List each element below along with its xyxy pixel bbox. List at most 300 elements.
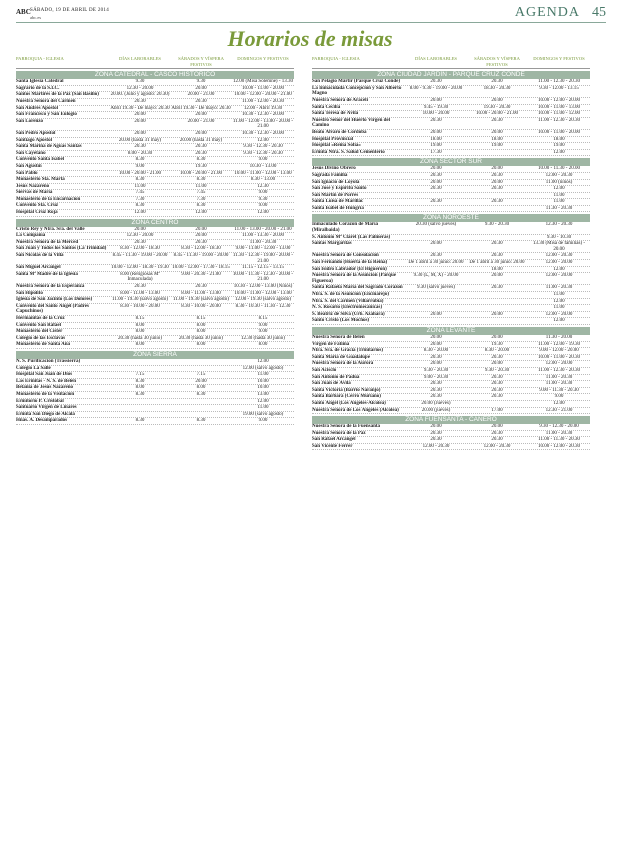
sunday-times: 12.30 - 20.30: [545, 222, 573, 228]
sunday-times: 12.00: [553, 400, 565, 406]
header-weekdays: DÍAS LABORABLES: [119, 56, 161, 61]
sunday-times: 12.00: [257, 398, 269, 404]
parish-name: San José y Espíritu Santo: [312, 186, 367, 192]
parish-name: San Nicolás de la Villa: [16, 253, 64, 259]
saturday-times: [170, 405, 232, 411]
weekday-times: 20.00: [134, 130, 146, 136]
saturday-times: 20.30: [491, 430, 503, 436]
saturday-times: 19.00: [491, 143, 503, 149]
table-row: [312, 193, 590, 200]
table-row: [312, 437, 590, 444]
saturday-times: 20.30: [491, 381, 503, 387]
table-row: [16, 157, 294, 164]
sunday-times: 11.00 - 12.00 - 20.30: [242, 98, 284, 104]
sunday-times: 10.00 - 11.00 - 20.30: [538, 354, 580, 360]
table-row: [312, 342, 590, 349]
table-row: [312, 79, 590, 86]
sunday-times: 9.00: [258, 203, 268, 209]
table-row: [16, 119, 294, 131]
saturday-times: 20.30: [491, 172, 503, 178]
saturday-times: [170, 359, 232, 365]
parish-name: Santas Margaritas: [312, 241, 352, 247]
saturday-times: [170, 399, 232, 405]
weekday-times: 20.30: [430, 117, 442, 123]
parish-name: Santiago Apóstol: [16, 137, 52, 143]
saturday-times: 20.30: [195, 284, 207, 289]
table-row: [16, 253, 294, 265]
weekday-times: 12.00: [134, 210, 146, 216]
parish-name: San Lorenzo: [16, 118, 43, 124]
table-row: [312, 173, 590, 180]
weekday-times: 9.00 - 20.30: [423, 374, 449, 380]
table-row: [16, 297, 294, 304]
header-saturdays: SÁBADOS Y VÍSPERA FESTIVOS: [474, 56, 520, 67]
weekday-times: 20.30 (salvo jueves): [415, 222, 457, 228]
table-row: [312, 253, 590, 260]
parish-name: Monasterio de la Visitación: [16, 391, 75, 397]
saturday-times: 20.30: [491, 387, 503, 393]
header-sundays: DOMINGOS Y FESTIVOS: [237, 56, 289, 61]
saturday-times: 8.30: [196, 391, 206, 397]
parish-name: Santa Isabel de Hungría: [312, 205, 364, 211]
parish-name: Santa Iglesia Catedral: [16, 79, 64, 85]
saturday-times: [466, 401, 528, 407]
parish-name: Santos Mártires de la Paz (San Basilio): [16, 92, 99, 98]
sunday-times: 12.00: [553, 266, 565, 272]
saturday-times: 8.00: [196, 322, 206, 328]
sunday-times: 11.00: [553, 305, 565, 311]
table-row: [312, 130, 590, 137]
weekday-times: [406, 206, 466, 212]
parish-name: Betania de Jesús Nazareno: [16, 385, 73, 391]
weekday-times: [110, 412, 170, 418]
parish-name: Cristo Rey y Ntra. Sra. del Valle: [16, 226, 85, 232]
weekday-times: 8.00 (Religiosas Mª Inmaculada): [120, 271, 160, 283]
sunday-times: 13.00: [257, 391, 269, 397]
parish-name: Colegio de las Esclavas: [16, 335, 66, 341]
weekday-times: [110, 405, 170, 411]
table-row: [312, 375, 590, 382]
table-row: [312, 241, 590, 253]
weekday-times: 8.00: [135, 385, 145, 391]
parish-name: Hospital Cruz Roja: [16, 210, 58, 216]
parish-name: Santa Victoria (Barrio Naranjo): [312, 387, 381, 393]
table-row: [16, 405, 294, 412]
sunday-times: 11.00 - 20.30: [545, 381, 573, 387]
saturday-times: 20.30: [195, 150, 207, 156]
parish-name: Convento San Rafael: [16, 322, 62, 328]
table-row: [312, 424, 590, 431]
table-row: [312, 305, 590, 312]
saturday-times: 20.00: [491, 166, 503, 172]
parish-name: Ntra. Sra. de Gracia (Trinitarios): [312, 348, 384, 354]
sunday-times: 9.00: [258, 190, 268, 196]
sunday-times: 12.00 - 20.30: [545, 253, 573, 259]
sunday-times: 12.00 - 20.00: [545, 361, 573, 367]
table-row: [312, 150, 590, 157]
parish-name: Ermita Ntra. S. Salud Cementerio: [312, 149, 385, 155]
weekday-times: [406, 235, 466, 241]
saturday-times: 8.45 - 11.30 - 19.00 - 20.00: [173, 253, 229, 259]
weekday-times: 8.30: [135, 391, 145, 397]
weekday-times: [406, 193, 466, 199]
weekday-times: 10.00 - 20.00 - 21.00: [118, 170, 162, 176]
sunday-times: 12.00 - 19.30 (salvo agosto): [234, 297, 292, 303]
sunday-times: 9.00: [554, 394, 564, 400]
sunday-times: 11.00 - 20.30: [545, 374, 573, 380]
sunday-times: 10.00: [257, 378, 269, 384]
sunday-times: 11.00 - 12.00 - 19.30: [538, 341, 580, 347]
parish-name: Nuestra Señora de la Merced: [16, 239, 79, 245]
sunday-times: 10.00 - 11.00 - 20.00: [242, 85, 284, 91]
weekday-times: 20.30: [430, 430, 442, 436]
sunday-times: 11.00: [553, 199, 565, 205]
saturday-times: 20.00 (hasta 31 may): [179, 137, 223, 143]
weekday-times: 8.30 - 20.00: [423, 348, 449, 354]
sunday-times: 9.30 - 12.30 - 20.30: [243, 144, 283, 150]
weekday-times: 8.00 - 20.30: [127, 150, 153, 156]
saturday-times: 11.00: [195, 183, 207, 189]
saturday-times: 7.15: [196, 372, 206, 378]
saturday-times: 20.30: [491, 394, 503, 400]
header-sundays: DOMINGOS Y FESTIVOS: [533, 56, 585, 61]
parish-name: Santa Mª Madre de la Iglesia: [16, 271, 78, 277]
sunday-times: 9.00: [258, 322, 268, 328]
saturday-times: 20.00: [491, 334, 503, 340]
parish-name: Monasterio de Santa Ana: [16, 342, 71, 348]
parish-name: Santa Bárbara (Cerro Muriano): [312, 394, 381, 400]
saturday-times: 20.00: [491, 361, 503, 367]
weekday-times: 20.30: [134, 98, 146, 104]
parish-name: Inmaculado Corazón de María (Miralbaida): [312, 222, 378, 234]
parish-name: Santa Teresa de Ávila: [312, 111, 359, 117]
sunday-times: 10.30 - 12.30 - 20.00: [241, 130, 285, 136]
saturday-times: 12.00: [195, 210, 207, 216]
saturday-times: 8.00: [196, 329, 206, 335]
parish-name: San Cayetano: [16, 150, 46, 156]
sunday-times: 9.30 - 12.30 - 20.00: [539, 424, 579, 430]
table-row: [16, 418, 294, 425]
parish-name: Sagrada Familia: [312, 172, 348, 178]
weekday-times: 8.30: [135, 203, 145, 209]
weekday-times: 20.30: [430, 186, 442, 192]
zone-heading: ZONA LEVANTE: [312, 327, 590, 335]
weekday-times: 20.30: [134, 144, 146, 150]
saturday-times: 20.30: [491, 374, 503, 380]
weekday-times: 17.30: [430, 149, 442, 155]
weekday-times: [110, 366, 170, 372]
table-row: [312, 312, 590, 319]
saturday-times: 9.30: [196, 79, 206, 85]
sunday-times: 11.00 - 20.30: [249, 239, 277, 245]
table-row: [16, 316, 294, 323]
table-row: [16, 151, 294, 158]
sunday-times: 10.00 - 11.00 - 20.00: [538, 129, 580, 135]
parish-name: San Pedro Apóstol: [16, 130, 56, 136]
parish-name: Nuestra Señora de Belén: [312, 334, 365, 340]
table-row: [312, 292, 590, 299]
zone-heading: ZONA SECTOR SUR: [312, 158, 590, 166]
parish-name: Ermitorio P. Cristóbal: [16, 398, 64, 404]
weekday-times: 20.30: [430, 199, 442, 205]
weekday-times: 20.00 (Jueves): [421, 400, 451, 406]
weekday-times: 9.30 - 20.30: [423, 367, 449, 373]
saturday-times: 20.30: [491, 253, 503, 259]
weekday-times: 20.30: [430, 381, 442, 387]
sunday-times: 12.30 (hasta 30 junio): [241, 335, 285, 341]
brand-logo: ABC: [16, 8, 31, 16]
parish-name: Nuestra Señora de la Esperanza: [16, 284, 85, 289]
saturday-times: 20.00: [491, 97, 503, 103]
sunday-times: 19.00: [553, 143, 565, 149]
parish-name: San Miguel Arcángel: [16, 265, 61, 271]
zone-heading: ZONA CIUDAD JARDÍN - PARQUE CRUZ CONDE: [312, 71, 590, 79]
sunday-times: 9.00 - 12.00 - 20.00: [539, 348, 579, 354]
weekday-times: 12.00 - 20.30: [422, 443, 450, 449]
zone-heading: ZONA CATEDRAL - CASCO HISTÓRICO: [16, 71, 294, 79]
sunday-times: 9.30 - 10.30: [546, 234, 572, 240]
parish-name: San Ignacio de Loyola: [312, 179, 360, 185]
table-row: [312, 180, 590, 187]
parish-name: San Hipólito: [16, 290, 43, 296]
saturday-times: [466, 305, 528, 311]
table-row: [16, 197, 294, 204]
header-saturdays: SÁBADOS Y VÍSPERA FESTIVOS: [178, 56, 224, 67]
zone-heading: ZONA FUENSANTA - CAÑERO: [312, 416, 590, 424]
saturday-times: 20.30: [491, 437, 503, 443]
table-row: [312, 111, 590, 118]
saturday-times: 8.30 - 20.00: [484, 348, 510, 354]
parish-name: Hospital «Reina Sofía»: [312, 143, 361, 149]
parish-name: San Antonio de Padua: [312, 374, 360, 380]
saturday-times: 20.30: [195, 239, 207, 245]
saturday-times: 12.00 - 20.30: [483, 443, 511, 449]
weekday-times: 20.00: [430, 334, 442, 340]
table-row: [16, 184, 294, 191]
sunday-times: 10.00 - 11.30 - 20.00: [538, 166, 580, 172]
parish-name: Santuario Virgen de Linares: [16, 405, 77, 411]
parish-name: San Fernando (Huerta de la Reina): [312, 260, 388, 266]
table-row: [16, 246, 294, 253]
table-row: [16, 86, 294, 93]
sunday-times: 10.00 - 11.00 - 12.00 - 13.00: [234, 170, 292, 176]
table-row: [16, 265, 294, 272]
table-row: [16, 164, 294, 171]
sunday-times: 12.00 (salvo agosto): [242, 365, 284, 371]
table-row: [312, 143, 590, 150]
weekday-times: 9.45 - 19.30: [423, 104, 449, 110]
table-row: [312, 273, 590, 285]
table-row: [312, 118, 590, 130]
table-row: [16, 177, 294, 184]
parish-name: San Juan y Todos los Santos (La Trinidad): [16, 246, 107, 252]
parish-name: Santa Luisa de Marillac: [312, 199, 364, 205]
sunday-times: 9.00: [258, 157, 268, 163]
saturday-times: 20.00: [195, 378, 207, 384]
table-row: [16, 203, 294, 210]
weekday-times: 7.15: [135, 372, 145, 378]
sunday-times: 11.00 - 13.00 - 20.00 - 21.00: [234, 226, 292, 232]
weekday-times: 20.00. (Julio y agosto: 20.30): [110, 92, 170, 98]
saturday-times: 20.30: [491, 79, 503, 85]
table-row: [16, 190, 294, 197]
parish-name: Colegio La Salle: [16, 365, 51, 371]
table-row: [312, 222, 590, 234]
parish-name: Hospital San Juan de Dios: [16, 372, 73, 378]
weekday-times: 8.00: [135, 329, 145, 335]
saturday-times: 20.00: [195, 226, 207, 232]
saturday-times: 8.30 - 10.00 - 20.00: [181, 303, 221, 309]
sunday-times: 9.30: [258, 196, 268, 202]
parish-name: Nuestra Señora de la Paz: [312, 430, 366, 436]
saturday-times: 8.00 - 11.00 - 13.00: [181, 290, 221, 296]
weekday-times: 20.30: [430, 172, 442, 178]
table-row: [312, 166, 590, 173]
saturday-times: 11.00 - 19.30 (salvo agosto): [173, 297, 229, 303]
parish-name: Santo Cristo (Los Mochos): [312, 318, 370, 324]
header-rule: [16, 22, 606, 23]
sunday-times: 10.00 - 11.00 - 12.00 - 13.00: [234, 290, 292, 296]
saturday-times: 20.30: [491, 199, 503, 205]
weekday-times: 8.30: [135, 177, 145, 183]
parish-name: San Isidro Labrador (El Higuerón): [312, 266, 387, 272]
sunday-times: 9.00 - 11.00 - 12.00 - 13.00: [235, 246, 291, 252]
weekday-times: 8.30: [135, 378, 145, 384]
parish-name: Nuestra Señora de Consolación: [312, 253, 379, 259]
table-row: [16, 336, 294, 343]
table-row: [16, 131, 294, 138]
parish-name: S. Beatriz de Silva (Urb. Azahara): [312, 311, 385, 317]
saturday-times: 20.00 - 21.00: [187, 92, 215, 98]
weekday-times: De 1 abril a 30 junio: 20.00: [408, 260, 464, 266]
weekday-times: 8.00: [135, 342, 145, 348]
saturday-times: 20.30 (hasta 30 junio): [179, 335, 223, 341]
issue-date: SÁBADO, 19 DE ABRIL DE 2014: [30, 8, 110, 13]
parish-name: San Agustín: [16, 163, 42, 169]
parish-name: Monasterio del Císter: [16, 329, 63, 335]
sunday-times: 11.30 - 20.00: [545, 334, 573, 340]
sunday-times: 12.30: [257, 183, 269, 189]
saturday-times: [466, 318, 528, 324]
sunday-times: 11.00 - 12.00 - 13.00 - 20.00 - 21.00: [232, 118, 294, 130]
parish-name: San Pablo: [16, 170, 38, 176]
weekday-times: 8.00 - 9.30 - 19.00 - 20.00: [409, 85, 463, 91]
table-row: [312, 394, 590, 401]
saturday-times: 8.30: [196, 177, 206, 183]
sunday-times: 11.00: [553, 192, 565, 198]
saturday-times: 8.00: [196, 385, 206, 391]
parish-name: San Andrés Apóstol: [16, 105, 58, 111]
parish-name: Monasterio Sta. Marta: [16, 177, 65, 183]
parish-name: Convento del Santo Ángel (Padres Capuchinos): [16, 303, 89, 315]
weekday-times: 7.30: [135, 196, 145, 202]
parish-name: Monasterio de la Encarnación: [16, 196, 81, 202]
weekday-times: 9.30: [135, 79, 145, 85]
parish-name: Beato Álvaro de Córdoba: [312, 129, 367, 135]
weekday-times: 20.30 (hasta 30 junio): [118, 335, 162, 341]
parish-name: San Juan de Ávila: [312, 381, 351, 387]
parish-name: San Vicente Ferrer: [312, 443, 353, 449]
weekday-times: 20.00 (hasta 31 may): [118, 137, 162, 143]
saturday-times: 8.30: [196, 157, 206, 163]
table-row: [312, 235, 590, 242]
saturday-times: 20.00: [491, 311, 503, 317]
header-parish: PARROQUIA - IGLESIA: [16, 56, 64, 61]
sunday-times: 10.00 - 11.00 - 13.00: [538, 104, 580, 110]
saturday-times: [466, 193, 528, 199]
header-weekdays: DÍAS LABORABLES: [415, 56, 457, 61]
table-row: [16, 284, 294, 291]
sunday-times: 11.15 - 12.15 - 13.15: [242, 265, 284, 271]
sunday-times: 8.30 - 10.30 - 11.30 - 12.30: [235, 303, 291, 309]
weekday-times: 9.30 (L, M, X) - 20.00: [413, 273, 459, 279]
parish-name: Nuestro Señor del Huerto Virgen del Camino: [312, 117, 391, 129]
parish-name: San Martín de Porres: [312, 192, 359, 198]
saturday-times: 9.30 - 20.30: [484, 222, 510, 228]
saturday-times: 9.30 - 20.30: [484, 367, 510, 373]
saturday-times: 20.30: [491, 117, 503, 123]
weekday-times: 8.30 - 12.00 - 18.30: [120, 246, 160, 252]
table-row: [312, 318, 590, 325]
table-row: [312, 105, 590, 112]
saturday-times: 20.30: [195, 98, 207, 104]
sunday-times: 9.00: [258, 418, 268, 424]
weekday-times: 20.30: [430, 354, 442, 360]
parish-name: Santa María de Guadalupe: [312, 354, 370, 360]
saturday-times: 20.00: [491, 273, 503, 279]
weekday-times: 20.30: [430, 387, 442, 393]
saturday-times: 18.00: [491, 266, 503, 272]
table-row: [16, 79, 294, 86]
right-column: [312, 56, 590, 450]
parish-name: San Acisclo: [312, 367, 337, 373]
table-row: [16, 138, 294, 145]
saturday-times: 17.00: [491, 407, 503, 413]
weekday-times: 20.30: [430, 79, 442, 85]
parish-name: San Pelagio Mártir (Parque Cruz Conde): [312, 79, 401, 85]
sunday-times: 10.30 - 12.30 - 20.00: [241, 112, 285, 118]
saturday-times: [466, 235, 528, 241]
parish-name: S. Antonio Mª Claret (Las Palmeras): [312, 234, 391, 240]
weekday-times: 20.30: [134, 284, 146, 289]
sunday-times: 8.30 - 13.00: [250, 177, 276, 183]
parish-name: N. S. Purificación (Trassierra): [16, 358, 81, 364]
saturday-times: 10.00 - 20.00 - 21.00: [179, 170, 223, 176]
sunday-times: 9.30 - 12.00 - 13.15: [539, 85, 579, 91]
weekday-times: 8.15: [135, 315, 145, 321]
weekday-times: [406, 305, 466, 311]
sunday-times: 18.00: [553, 136, 565, 142]
parish-name: Santa Cecilia: [312, 104, 341, 110]
weekday-times: [110, 399, 170, 405]
saturday-times: 20.00: [195, 85, 207, 91]
weekday-times: 8.30: [135, 157, 145, 163]
parish-name: Santa Rafaela María del Sagrado Corazón: [312, 285, 403, 291]
sunday-times: 12.00: [257, 358, 269, 364]
sunday-times: 12.00: [553, 186, 565, 192]
weekday-times: 20.00: [430, 241, 442, 247]
weekday-times: 20.00: [134, 118, 146, 124]
weekday-times: 8.00 - 11.00 - 13.00: [120, 290, 160, 296]
weekday-times: 8.30 - 10.00 - 20.00: [120, 303, 160, 309]
sunday-times: 8.00: [258, 342, 268, 348]
table-row: [16, 392, 294, 399]
sunday-times: 10.30 - 12.00 - 13.00 (Niños): [233, 284, 293, 289]
saturday-times: 20.30: [491, 241, 503, 247]
parish-name: Virgen de Fátima: [312, 341, 350, 347]
table-row: [312, 388, 590, 395]
sunday-times: 11.00: [257, 372, 269, 378]
